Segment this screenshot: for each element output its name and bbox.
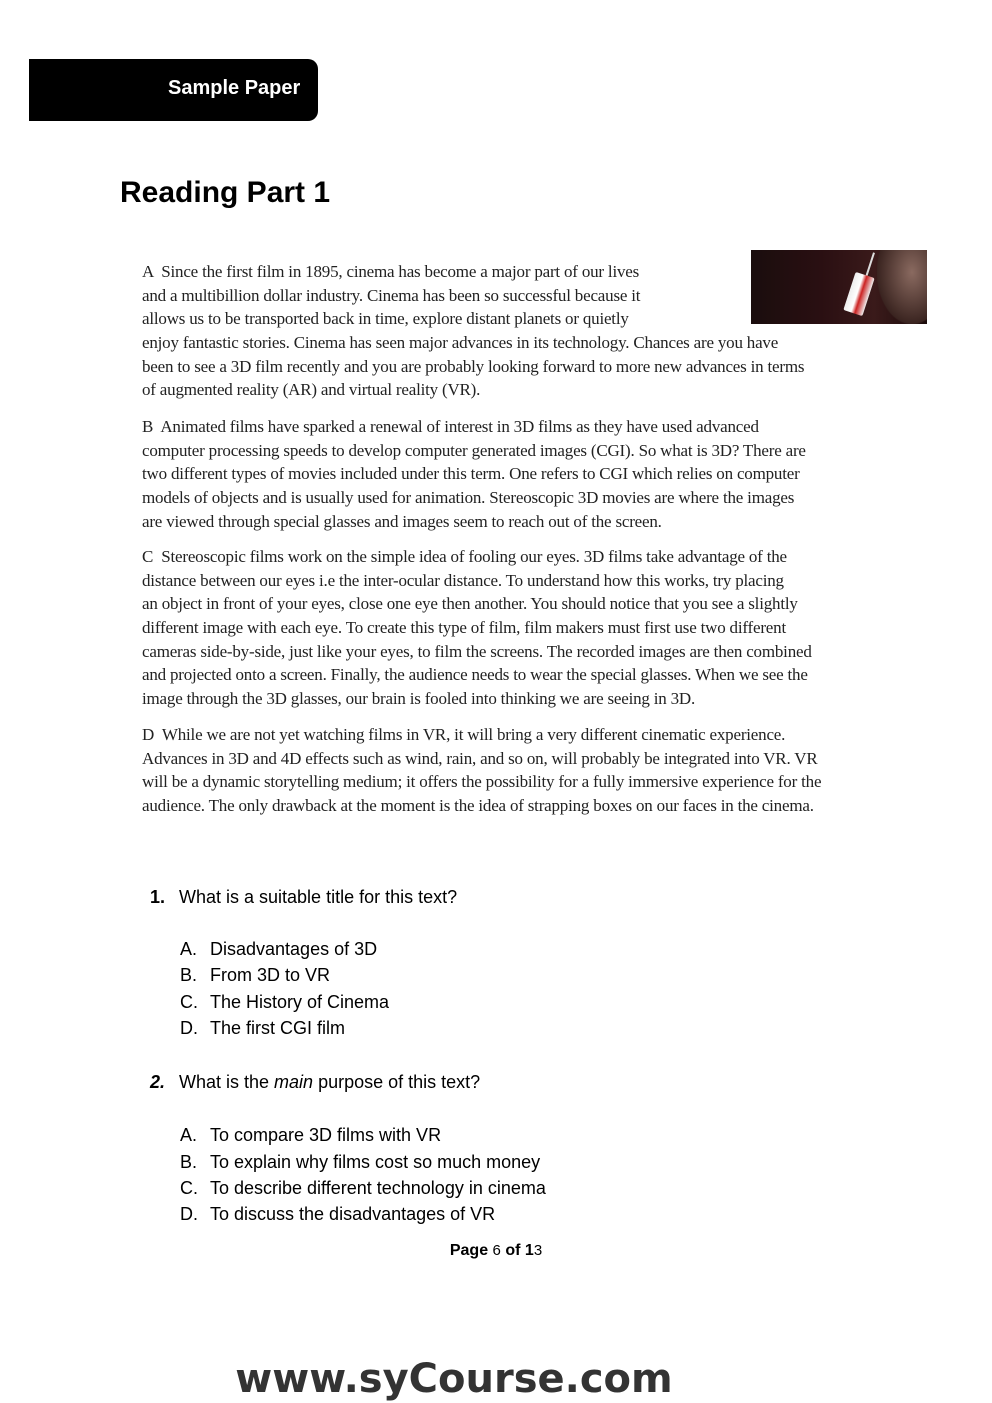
- paragraph-c: [142, 545, 812, 711]
- question-text: What is a suitable title for this text?: [179, 887, 458, 907]
- total-pages-prefix: 1: [524, 1242, 534, 1259]
- option-letter: C.: [180, 992, 198, 1012]
- option[interactable]: [180, 1018, 345, 1039]
- passage-line: B Animated films have sparked a renewal of interest in 3D films as they have used advanced: [142, 417, 759, 436]
- of-word: of: [505, 1242, 521, 1259]
- option[interactable]: [180, 1125, 441, 1146]
- passage-line: are viewed through special glasses and images seem to reach out of the screen.: [142, 511, 662, 531]
- passage-line: and projected onto a screen. Finally, the audience needs to wear the special glasses. When we see the: [142, 665, 808, 685]
- question-emphasis: main: [274, 1072, 314, 1092]
- option-text: The History of Cinema: [210, 992, 390, 1012]
- passage-line: an object in front of your eyes, close one eye then another. You should notice that you see a slightly: [142, 594, 798, 614]
- option-text: To explain why films cost so much money: [210, 1152, 541, 1172]
- passage-line: D While we are not yet watching films in VR, it will bring a very different cinematic experience.: [142, 725, 786, 744]
- paragraph-letter: D: [142, 725, 162, 744]
- paragraph-letter: C: [142, 547, 162, 566]
- question-text-end: purpose of this text?: [313, 1072, 481, 1092]
- passage-line: enjoy fantastic stories. Cinema has seen major advances in its technology. Chances are you have: [142, 333, 779, 353]
- question-number: 1.: [150, 887, 166, 907]
- watermark: www.syCourse.com: [235, 1356, 673, 1402]
- option-text: From 3D to VR: [210, 965, 331, 985]
- passage-line: cameras side-by-side, just like your eyes, to film the screens. The recorded images are then combined: [142, 641, 812, 661]
- option[interactable]: [180, 965, 330, 986]
- passage-line: of augmented reality (AR) and virtual reality (VR).: [142, 380, 481, 400]
- option[interactable]: [180, 1204, 495, 1225]
- passage-line: models of objects and is usually used for animation. Stereoscopic 3D movies are where the images: [142, 488, 795, 508]
- page-title: Reading Part 1: [120, 176, 331, 209]
- passage-line: allows us to be transported back in time, explore distant planets or quietly: [142, 309, 629, 329]
- option[interactable]: [180, 992, 389, 1013]
- passage-line: distance between our eyes i.e the inter-ocular distance. To understand how this works, try placing: [142, 570, 784, 590]
- question-1: [150, 887, 457, 908]
- paragraph-letter: A: [142, 262, 162, 281]
- passage-line: A Since the first film in 1895, cinema has become a major part of our lives: [142, 262, 640, 281]
- total-pages-suffix: 3: [533, 1242, 543, 1259]
- option-text: To compare 3D films with VR: [210, 1125, 442, 1145]
- option[interactable]: [180, 1178, 546, 1199]
- passage-line: and a multibillion dollar industry. Cinema has been so successful because it: [142, 285, 641, 305]
- passage-line: C Stereoscopic films work on the simple idea of fooling our eyes. 3D films take advantage of the: [142, 547, 787, 566]
- passage-line: different image with each eye. To create this type of film, film makers must first use two different: [142, 618, 786, 638]
- passage-line: will be a dynamic storytelling medium; it offers the possibility for a fully immersive experience for the: [142, 772, 822, 792]
- paragraph-d: [142, 723, 821, 818]
- option[interactable]: [180, 939, 377, 960]
- option-letter: B.: [180, 965, 198, 985]
- current-page: 6: [492, 1242, 501, 1259]
- paragraph-a: [142, 260, 804, 402]
- option-letter: D.: [180, 1018, 198, 1038]
- passage-line: been to see a 3D film recently and you are probably looking forward to more new advances in terms: [142, 356, 805, 376]
- passage-line: computer processing speeds to develop computer generated images (CGI). So what is 3D? There are: [142, 440, 806, 460]
- paragraph-letter: B: [142, 417, 161, 436]
- passage-line: two different types of movies included under this term. One refers to CGI which relies on computer: [142, 464, 800, 484]
- option-letter: C.: [180, 1178, 198, 1198]
- option-text: The first CGI film: [210, 1018, 346, 1038]
- page-word: Page: [449, 1242, 489, 1259]
- option-letter: B.: [180, 1152, 198, 1172]
- header-label: Sample Paper: [168, 77, 301, 99]
- page-number: [0, 1242, 992, 1260]
- passage-line: image through the 3D glasses, our brain is fooled into thinking we are seeing in 3D.: [142, 689, 696, 709]
- header-banner: [29, 59, 318, 121]
- option-letter: A.: [180, 939, 198, 959]
- option-text: To describe different technology in cinema: [210, 1178, 546, 1198]
- passage-line: audience. The only drawback at the moment is the idea of strapping boxes on our faces in the cinema.: [142, 796, 814, 816]
- option-letter: A.: [180, 1125, 198, 1145]
- passage-line: Advances in 3D and 4D effects such as wind, rain, and so on, will probably be integrated into VR. VR: [142, 748, 818, 768]
- question-text: What is the: [179, 1072, 275, 1092]
- option-text: Disadvantages of 3D: [210, 939, 378, 959]
- question-2: [150, 1072, 480, 1093]
- paragraph-b: [142, 415, 806, 533]
- option[interactable]: [180, 1152, 540, 1173]
- question-number: 2.: [150, 1072, 166, 1092]
- option-text: To discuss the disadvantages of VR: [210, 1204, 496, 1224]
- option-letter: D.: [180, 1204, 198, 1224]
